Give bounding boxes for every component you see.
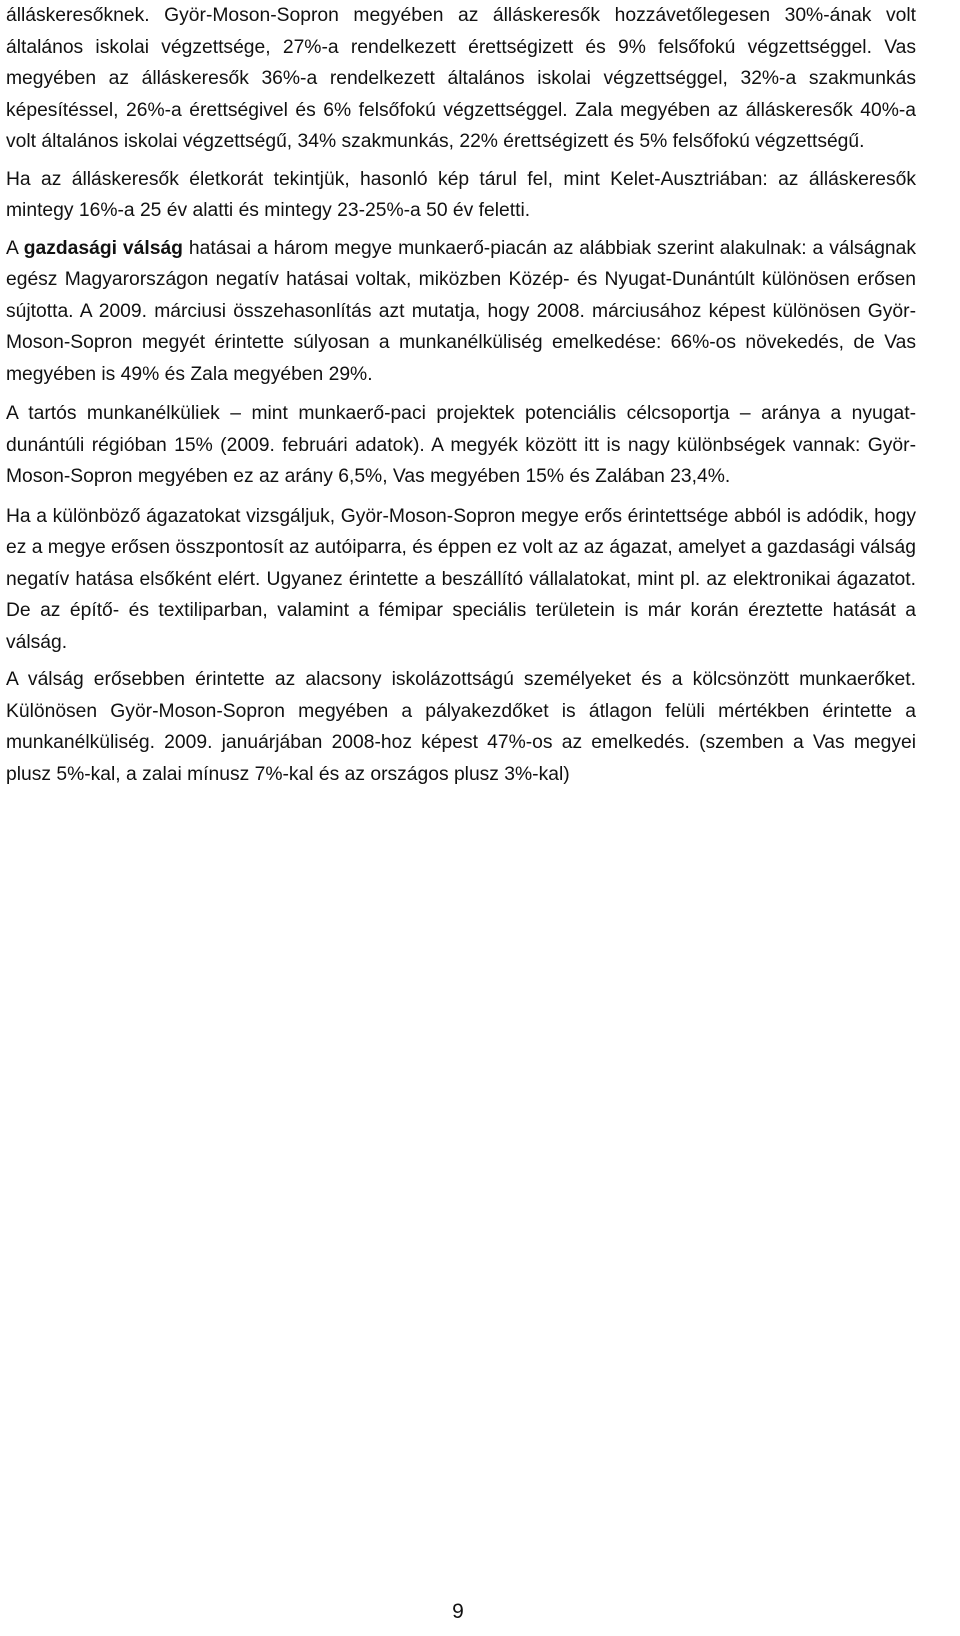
page-number: 9 xyxy=(452,1600,464,1623)
paragraph-long-term-unemployed: A tartós munkanélküliek – mint munkaerő-paci projektek potenciális célcsoportja – aránya a nyugat-dunántúli régióban 15% (2009. februári adatok). A megyék között itt is nagy különbségek vannak: Györ-Moson-Sopron megyében ez az arány 6,5%, Vas megyében 15% és Zalában 23,4%. xyxy=(6,403,916,487)
paragraph-sectors: Ha a különböző ágazatokat vizsgáljuk, Györ-Moson-Sopron megye erős érintettsége abból is adódik, hogy ez a megye erősen összpontosít az autóiparra, és éppen ez volt az az ágazat, amelyet a gazdasági válság negatív hatása elsőként elért. Ugyanez érintette a beszállító vállalatokat, mint pl. az elektronikai ágazatot. De az építő- és textiliparban, valamint a fémipar speciális területein is már korán éreztette hatását a válság. xyxy=(6,505,916,653)
paragraph-economic-crisis xyxy=(6,233,916,391)
paragraph-education-levels: álláskeresőknek. Györ-Moson-Sopron megyében az álláskeresők hozzávetőlegesen 30%-ának volt általános iskolai végzettsége, 27%-a rendelkezett érettségizett és 9% felsőfokú végzettséggel. Vas megyében az álláskeresők 36%-a rendelkezett általános iskolai végzettséggel, 32%-a szakmunkás képesítéssel, 26%-a érettségivel és 6% felsőfokú végzettséggel. Zala megyében az álláskeresők 40%-a volt általános iskolai végzettségű, 34% szakmunkás, 22% érettségizett és 5% felsőfokú végzettségű. xyxy=(6,5,916,152)
paragraph-affected-groups: A válság erősebben érintette az alacsony iskolázottságú személyeket és a kölcsönzött munkaerőket. Különösen Györ-Moson-Sopron megyében a pályakezdőket is átlagon felüli mértékben érintette a munkanélküliség. 2009. januárjában 2008-hoz képest 47%-os az emelkedés. (szemben a Vas megyei plusz 5%-kal, a zalai mínusz 7%-kal és az országos plusz 3%-kal) xyxy=(6,669,916,785)
document-page xyxy=(6,0,916,790)
paragraph-age-distribution: Ha az álláskeresők életkorát tekintjük, hasonló kép tárul fel, mint Kelet-Ausztriában: az álláskeresők mintegy 16%-a 25 év alatti és mintegy 23-25%-a 50 év feletti. xyxy=(6,168,916,221)
crisis-intro-text: A xyxy=(6,237,24,259)
crisis-body-text: hatásai a három megye munkaerő-piacán az alábbiak szerint alakulnak: a válságnak egész Magyarországon negatív hatásai voltak, miközben Közép- és Nyugat-Dunántúlt különösen erősen sújtotta. A 2009. márciusi összehasonlítás azt mutatja, hogy 2008. márciusához képest különösen Györ-Moson-Sopron megyét érintette súlyosan a munkanélküliség emelkedése: 66%-os növekedés, de Vas megyében is 49% és Zala megyében 29%. xyxy=(6,237,917,385)
crisis-bold-term: gazdasági válság xyxy=(23,237,183,259)
